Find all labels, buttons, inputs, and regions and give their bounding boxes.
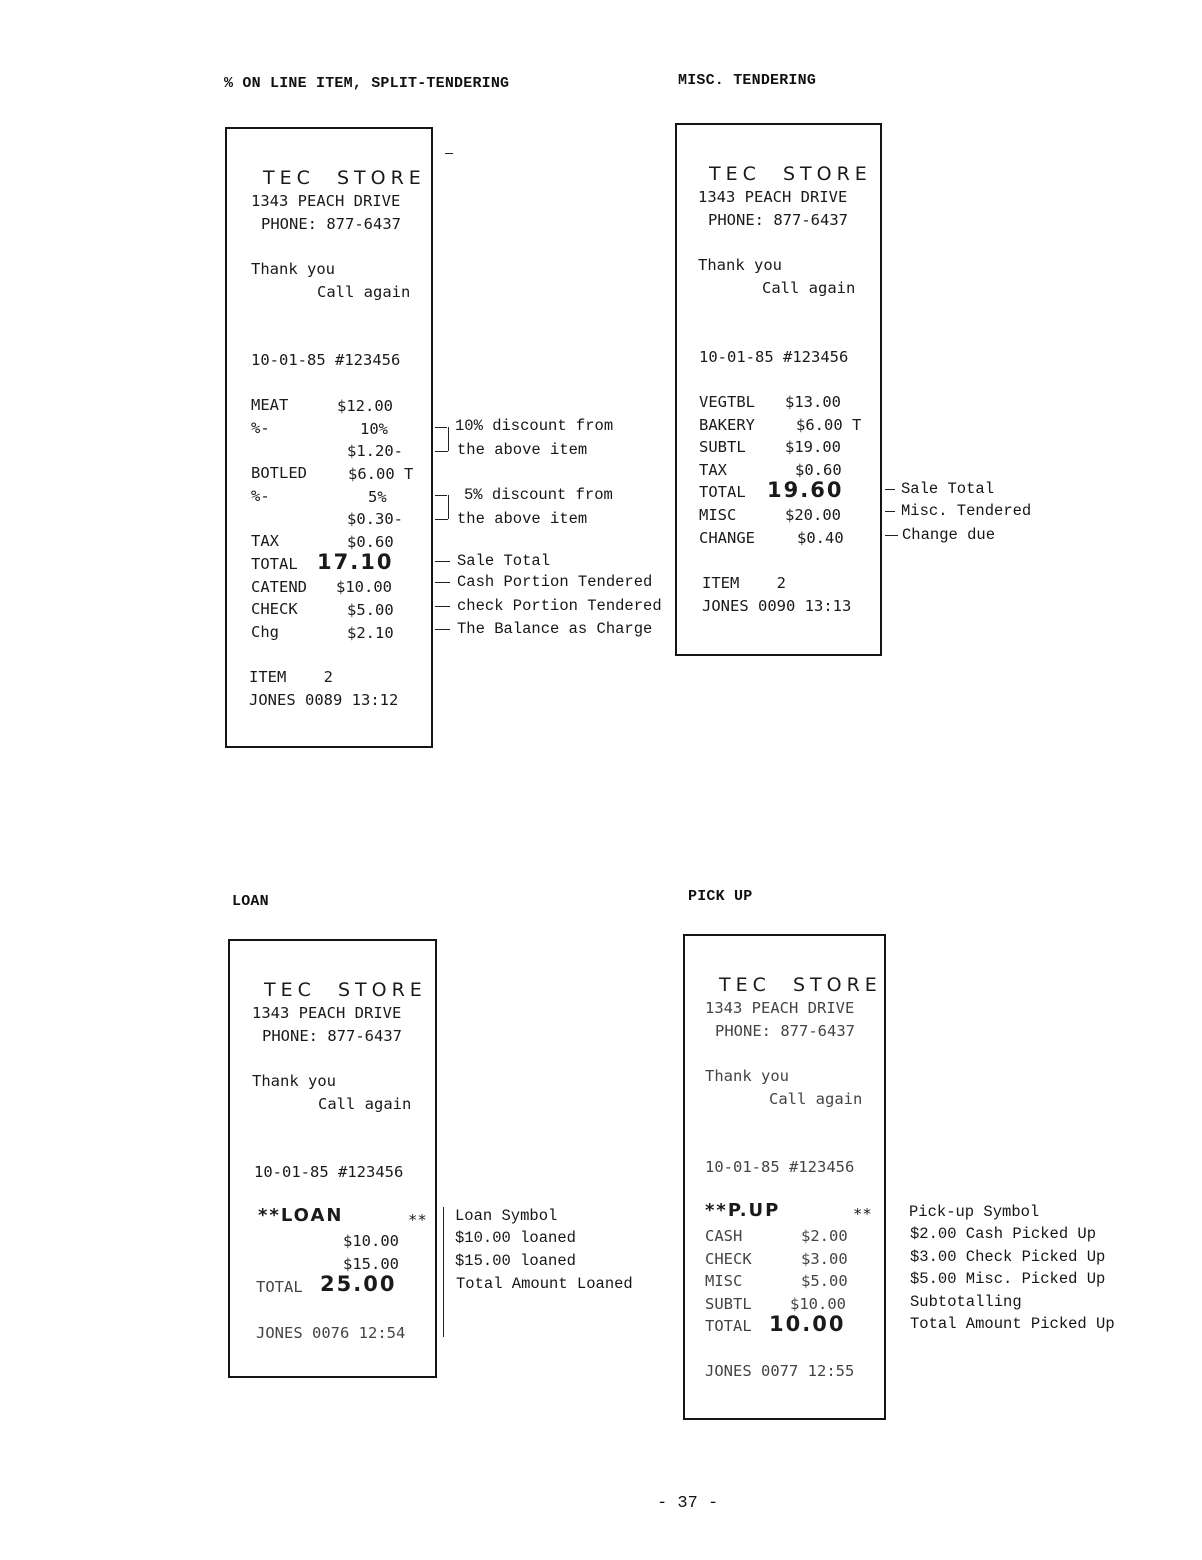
note-5pct-discount: 5% discount from xyxy=(464,486,613,504)
store-address: 1343 PEACH DRIVE xyxy=(698,188,848,206)
line-label: %- xyxy=(251,487,270,505)
split-tendering-heading: % ON LINE ITEM, SPLIT-TENDERING xyxy=(224,75,510,92)
line-value: $3.00 xyxy=(801,1250,848,1268)
line-value: 10% xyxy=(360,420,388,438)
annotation-dash xyxy=(435,427,447,428)
annotation-dash xyxy=(885,535,898,536)
item-count: ITEM 2 xyxy=(702,574,786,592)
line-value: $12.00 xyxy=(337,397,393,415)
pickup-receipt xyxy=(683,934,886,1420)
line-value: 5% xyxy=(368,488,387,506)
line-value: $6.00 T xyxy=(796,416,862,434)
line-value: $13.00 xyxy=(785,393,841,411)
annotation-dash xyxy=(435,495,447,496)
note-cash-portion: Cash Portion Tendered xyxy=(457,573,653,591)
pickup-symbol: **P.UP xyxy=(705,1200,781,1221)
note-10pct-discount: 10% discount from xyxy=(455,417,614,435)
note-misc-picked: $5.00 Misc. Picked Up xyxy=(910,1270,1106,1288)
note-loaned-15: $15.00 loaned xyxy=(455,1252,576,1270)
line-value: $0.60 xyxy=(795,461,842,479)
receipt-date: 10-01-85 #123456 xyxy=(705,1158,855,1176)
annotation-dash xyxy=(885,511,895,512)
receipt-footer: JONES 0090 13:13 xyxy=(702,597,852,615)
annotation-dash xyxy=(435,519,448,520)
store-name: TEC STORE xyxy=(263,167,426,189)
note-cash-picked: $2.00 Cash Picked Up xyxy=(910,1225,1097,1243)
note-loaned-10: $10.00 loaned xyxy=(455,1229,576,1247)
note-above-item: the above item xyxy=(457,441,588,459)
store-address: 1343 PEACH DRIVE xyxy=(252,1004,402,1022)
annotation-dash xyxy=(435,561,450,562)
store-address: 1343 PEACH DRIVE xyxy=(251,192,401,210)
line-label: CASH xyxy=(705,1227,743,1245)
store-address: 1343 PEACH DRIVE xyxy=(705,999,855,1017)
annotation-bracket xyxy=(448,427,449,451)
call-again: Call again xyxy=(317,283,411,301)
call-again: Call again xyxy=(769,1090,863,1108)
note-subtotalling: Subtotalling xyxy=(910,1293,1022,1311)
total-amount: 25.00 xyxy=(320,1272,397,1296)
pickup-symbol-end: ** xyxy=(853,1205,872,1223)
receipt-footer: JONES 0076 12:54 xyxy=(256,1324,406,1342)
page-number: - 37 - xyxy=(657,1494,719,1513)
split-tendering-receipt xyxy=(225,127,433,748)
thank-you: Thank you xyxy=(252,1072,336,1090)
line-label: MISC xyxy=(699,506,737,524)
line-value: $5.00 xyxy=(801,1272,848,1290)
note-total-loaned: Total Amount Loaned xyxy=(456,1275,633,1293)
loan-amount: $15.00 xyxy=(343,1255,399,1273)
receipt-footer: JONES 0089 13:12 xyxy=(249,691,399,709)
thank-you: Thank you xyxy=(251,260,335,278)
line-label: MEAT xyxy=(251,396,289,414)
call-again: Call again xyxy=(762,279,856,297)
receipt-date: 10-01-85 #123456 xyxy=(254,1163,404,1181)
note-sale-total: Sale Total xyxy=(457,552,551,570)
receipt-date: 10-01-85 #123456 xyxy=(699,348,849,366)
misc-tendering-heading: MISC. TENDERING xyxy=(678,72,817,89)
line-value: $19.00 xyxy=(785,438,841,456)
call-again: Call again xyxy=(318,1095,412,1113)
line-label: TAX xyxy=(699,461,727,479)
thank-you: Thank you xyxy=(698,256,782,274)
receipt-date: 10-01-85 #123456 xyxy=(251,351,401,369)
note-above-item: the above item xyxy=(457,510,588,528)
note-change-due: Change due xyxy=(902,526,996,544)
note-misc-tendered: Misc. Tendered xyxy=(901,502,1032,520)
note-sale-total: Sale Total xyxy=(901,480,995,498)
store-name: TEC STORE xyxy=(709,163,872,185)
note-total-picked: Total Amount Picked Up xyxy=(910,1315,1115,1333)
line-value: $1.20- xyxy=(347,442,403,460)
annotation-dash xyxy=(435,451,448,452)
total-label: TOTAL xyxy=(705,1317,752,1335)
annotation-dash xyxy=(435,629,450,630)
line-label: SUBTL xyxy=(705,1295,752,1313)
item-count: ITEM 2 xyxy=(249,668,333,686)
line-label: CATEND xyxy=(251,578,307,596)
line-label: TAX xyxy=(251,532,279,550)
line-value: $0.60 xyxy=(347,533,394,551)
thank-you: Thank you xyxy=(705,1067,789,1085)
line-label: %- xyxy=(251,419,270,437)
store-phone: PHONE: 877-6437 xyxy=(708,211,848,229)
note-check-portion: check Portion Tendered xyxy=(457,597,662,615)
note-pickup-symbol: Pick-up Symbol xyxy=(909,1203,1040,1221)
note-check-picked: $3.00 Check Picked Up xyxy=(910,1248,1106,1266)
total-amount: 17.10 xyxy=(317,550,394,574)
store-phone: PHONE: 877-6437 xyxy=(261,215,401,233)
note-balance-charge: The Balance as Charge xyxy=(457,620,653,638)
loan-symbol: **LOAN xyxy=(258,1205,344,1226)
total-amount: 19.60 xyxy=(767,478,844,502)
annotation-bracket xyxy=(448,495,449,519)
pickup-heading: PICK UP xyxy=(688,888,753,905)
total-label: TOTAL xyxy=(256,1278,303,1296)
line-label: CHANGE xyxy=(699,529,755,547)
line-value: $0.30- xyxy=(347,510,403,528)
store-name: TEC STORE xyxy=(264,979,427,1001)
line-value: $20.00 xyxy=(785,506,841,524)
annotation-dash xyxy=(435,606,450,607)
annotation-rule xyxy=(443,1207,444,1337)
total-label: TOTAL xyxy=(251,555,298,573)
line-label: CHECK xyxy=(251,600,298,618)
note-loan-symbol: Loan Symbol xyxy=(455,1207,558,1225)
line-label: BAKERY xyxy=(699,416,755,434)
total-amount: 10.00 xyxy=(769,1312,846,1336)
line-label: Chg xyxy=(251,623,279,641)
receipt-footer: JONES 0077 12:55 xyxy=(705,1362,855,1380)
store-phone: PHONE: 877-6437 xyxy=(715,1022,855,1040)
line-label: SUBTL xyxy=(699,438,746,456)
loan-heading: LOAN xyxy=(232,893,269,910)
line-value: $10.00 xyxy=(336,578,392,596)
store-phone: PHONE: 877-6437 xyxy=(262,1027,402,1045)
line-value: $2.10 xyxy=(347,624,394,642)
line-label: MISC xyxy=(705,1272,743,1290)
loan-amount: $10.00 xyxy=(343,1232,399,1250)
misc-tendering-receipt xyxy=(675,123,882,656)
line-label: CHECK xyxy=(705,1250,752,1268)
loan-receipt xyxy=(228,939,437,1378)
line-value: $0.40 xyxy=(797,529,844,547)
loan-symbol-end: ** xyxy=(408,1211,427,1229)
line-label: BOTLED xyxy=(251,464,307,482)
line-value: $2.00 xyxy=(801,1227,848,1245)
line-value: $6.00 T xyxy=(348,465,414,483)
line-value: $5.00 xyxy=(347,601,394,619)
store-name: TEC STORE xyxy=(719,974,882,996)
annotation-dash xyxy=(435,582,450,583)
total-label: TOTAL xyxy=(699,483,746,501)
annotation-dash xyxy=(885,489,895,490)
stray-mark xyxy=(445,153,453,154)
line-label: VEGTBL xyxy=(699,393,755,411)
line-value: $10.00 xyxy=(790,1295,846,1313)
